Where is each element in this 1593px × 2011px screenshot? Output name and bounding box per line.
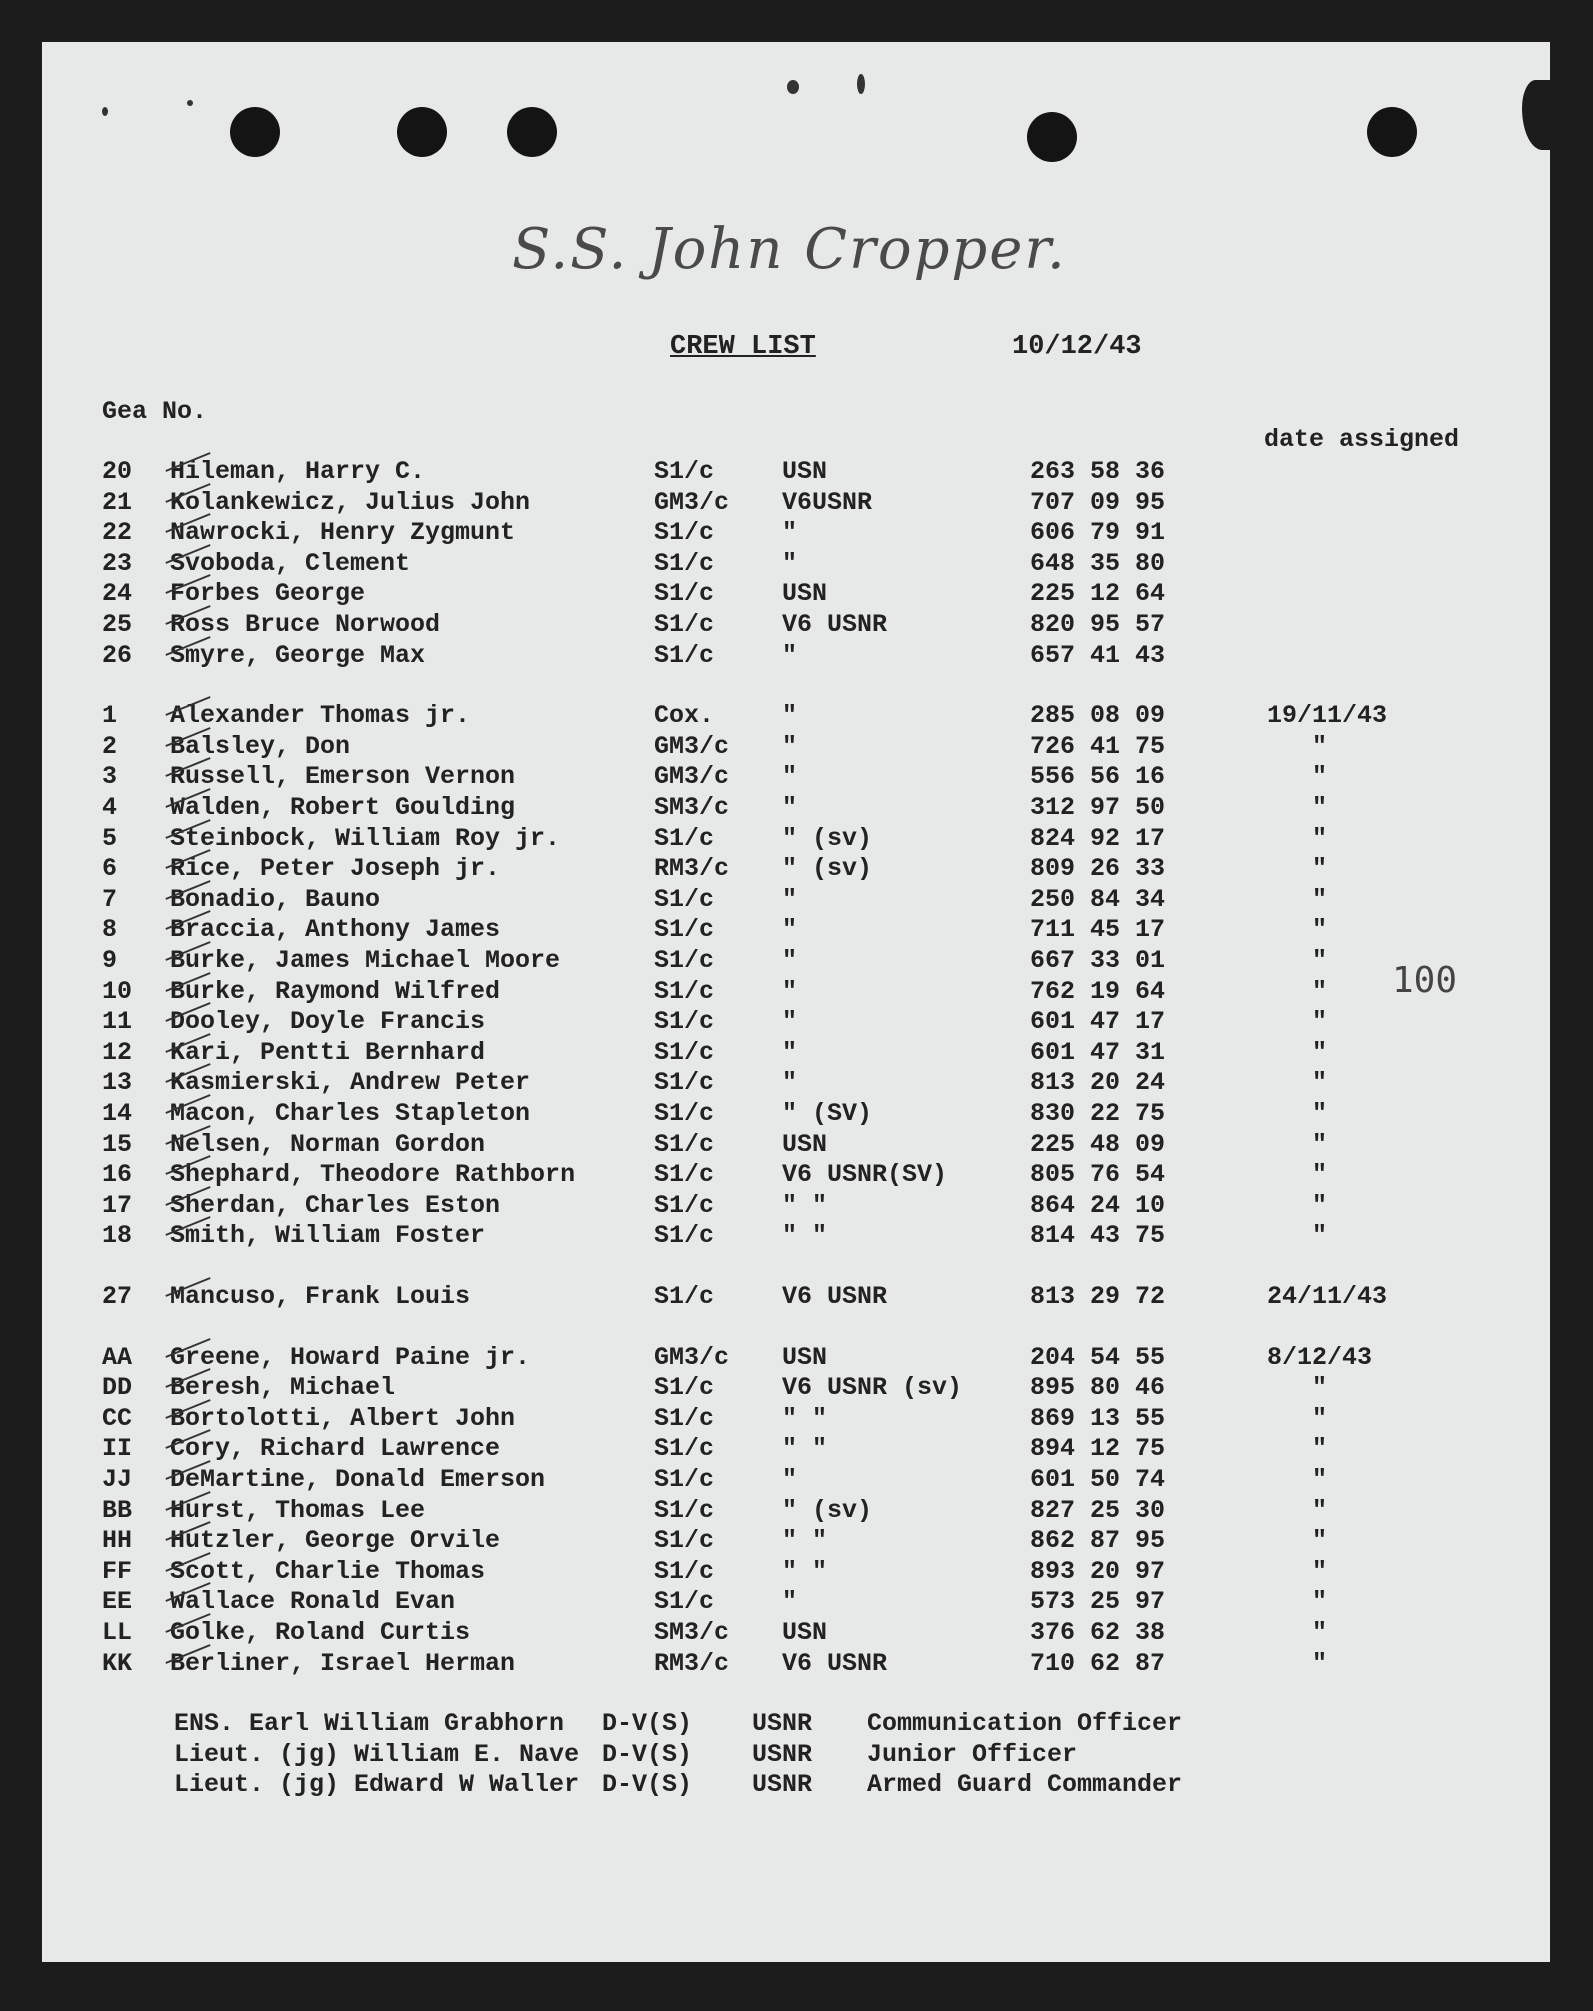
crew-number: LL xyxy=(102,1618,133,1647)
crew-name: Dooley, Doyle Francis xyxy=(170,1007,486,1037)
crew-date-assigned: " xyxy=(1312,1526,1328,1556)
crew-service: V6 USNR xyxy=(782,610,888,639)
crew-name: Bonadio, Bauno xyxy=(170,884,381,914)
margin-note: 100 xyxy=(1392,960,1458,1001)
crew-service: V6 USNR(SV) xyxy=(782,1160,948,1190)
crew-rate: S1/c xyxy=(654,1007,715,1037)
crew-service: " xyxy=(782,946,798,975)
crew-serial: 648 35 80 xyxy=(1030,548,1166,578)
crew-number: 25 xyxy=(102,610,133,639)
crew-number: 11 xyxy=(102,1007,133,1037)
crew-date-assigned: " xyxy=(1312,915,1328,945)
crew-service: " xyxy=(782,1068,798,1098)
crew-number: 7 xyxy=(102,884,118,914)
crew-rate: S1/c xyxy=(654,884,715,914)
crew-number: DD xyxy=(102,1373,133,1403)
crew-row xyxy=(42,1649,1550,1679)
crew-serial: 813 29 72 xyxy=(1030,1282,1166,1311)
crew-name: Sherdan, Charles Eston xyxy=(170,1190,501,1220)
officer-name: Lieut. (jg) Edward W Waller xyxy=(174,1770,580,1800)
punch-hole xyxy=(1367,107,1417,157)
crew-name: Braccia, Anthony James xyxy=(170,915,501,945)
crew-name: Wallace Ronald Evan xyxy=(170,1587,456,1617)
crew-service: " xyxy=(782,1037,798,1067)
crew-name: Bortolotti, Albert John xyxy=(170,1403,516,1433)
crew-date-assigned: " xyxy=(1312,946,1328,975)
crew-number: II xyxy=(102,1434,133,1464)
crew-number: 27 xyxy=(102,1282,133,1311)
column-header-date-assigned: date assigned xyxy=(1264,425,1460,454)
punch-hole xyxy=(1027,112,1077,162)
crew-rate: S1/c xyxy=(654,915,715,945)
crew-service: " xyxy=(782,976,798,1006)
crew-serial: 376 62 38 xyxy=(1030,1618,1166,1647)
crew-number: CC xyxy=(102,1403,133,1433)
crew-number: 13 xyxy=(102,1068,133,1098)
crew-rate: GM3/c xyxy=(654,1342,730,1372)
crew-service: USN xyxy=(782,1618,828,1647)
crew-rate: SM3/c xyxy=(654,1618,730,1647)
crew-service: " xyxy=(782,640,798,670)
crew-service: " (sv) xyxy=(782,823,873,853)
column-header-no: Gea No. xyxy=(102,397,208,426)
crew-serial: 805 76 54 xyxy=(1030,1160,1166,1190)
crew-name: Ross Bruce Norwood xyxy=(170,610,441,639)
crew-rate: S1/c xyxy=(654,1068,715,1098)
crew-serial: 894 12 75 xyxy=(1030,1434,1166,1464)
crew-row xyxy=(42,946,1550,976)
crew-number: 12 xyxy=(102,1037,133,1067)
crew-row xyxy=(42,762,1550,792)
crew-rate: S1/c xyxy=(654,823,715,853)
crew-date-assigned: " xyxy=(1312,1403,1328,1433)
crew-serial: 601 47 17 xyxy=(1030,1007,1166,1037)
crew-serial: 864 24 10 xyxy=(1030,1190,1166,1220)
list-date: 10/12/43 xyxy=(1012,332,1142,362)
crew-serial: 827 25 30 xyxy=(1030,1495,1166,1525)
crew-rate: S1/c xyxy=(654,610,715,639)
crew-service: " " xyxy=(782,1434,828,1464)
crew-serial: 762 19 64 xyxy=(1030,976,1166,1006)
crew-number: 1 xyxy=(102,701,118,731)
officer-role: Armed Guard Commander xyxy=(867,1770,1183,1800)
punch-hole xyxy=(507,107,557,157)
crew-rate: S1/c xyxy=(654,1373,715,1403)
crew-number: AA xyxy=(102,1342,133,1372)
crew-date-assigned: " xyxy=(1312,1221,1328,1251)
crew-name: Macon, Charles Stapleton xyxy=(170,1099,531,1128)
crew-rate: GM3/c xyxy=(654,487,730,517)
crew-row xyxy=(42,1068,1550,1098)
crew-number: 21 xyxy=(102,487,133,517)
crew-row xyxy=(42,824,1550,854)
crew-rate: S1/c xyxy=(654,1495,715,1525)
crew-number: 10 xyxy=(102,976,133,1006)
crew-name: Steinbock, William Roy jr. xyxy=(170,823,561,853)
crew-serial: 820 95 57 xyxy=(1030,610,1166,639)
crew-row xyxy=(42,1160,1550,1190)
crew-date-assigned: " xyxy=(1312,1434,1328,1464)
crew-service: " (SV) xyxy=(782,1099,873,1128)
crew-serial: 573 25 97 xyxy=(1030,1587,1166,1617)
crew-date-assigned: " xyxy=(1312,793,1328,822)
crew-rate: S1/c xyxy=(654,548,715,578)
crew-name: Russell, Emerson Vernon xyxy=(170,762,516,792)
crew-service: " xyxy=(782,1465,798,1494)
crew-service: " xyxy=(782,915,798,945)
crew-number: FF xyxy=(102,1556,133,1586)
crew-number: 18 xyxy=(102,1221,133,1251)
crew-name: Greene, Howard Paine jr. xyxy=(170,1342,531,1372)
handwritten-ship-name: S.S. John Cropper. xyxy=(512,217,1067,282)
crew-serial: 312 97 50 xyxy=(1030,793,1166,822)
crew-name: Beresh, Michael xyxy=(170,1373,396,1403)
crew-row xyxy=(42,1373,1550,1403)
crew-serial: 657 41 43 xyxy=(1030,640,1166,670)
crew-name: Scott, Charlie Thomas xyxy=(170,1556,486,1586)
crew-date-assigned: " xyxy=(1312,1007,1328,1037)
crew-service: " (sv) xyxy=(782,1495,873,1525)
crew-number: 26 xyxy=(102,640,133,670)
crew-service: " xyxy=(782,731,798,761)
crew-serial: 285 08 09 xyxy=(1030,701,1166,731)
page-title: CREW LIST xyxy=(670,332,816,362)
crew-date-assigned: " xyxy=(1312,1190,1328,1220)
crew-row xyxy=(42,1130,1550,1160)
crew-number: EE xyxy=(102,1587,133,1617)
crew-number: 17 xyxy=(102,1190,133,1220)
crew-service: " " xyxy=(782,1190,828,1220)
crew-name: Cory, Richard Lawrence xyxy=(170,1434,501,1464)
crew-rate: RM3/c xyxy=(654,854,730,884)
crew-name: Svoboda, Clement xyxy=(170,548,411,578)
crew-rate: Cox. xyxy=(654,701,715,731)
crew-date-assigned: " xyxy=(1312,1618,1328,1647)
crew-number: 24 xyxy=(102,579,133,609)
crew-name: Balsley, Don xyxy=(170,731,351,761)
crew-serial: 225 48 09 xyxy=(1030,1129,1166,1159)
crew-serial: 204 54 55 xyxy=(1030,1342,1166,1372)
crew-date-assigned: " xyxy=(1312,1099,1328,1128)
crew-service: " " xyxy=(782,1556,828,1586)
crew-row xyxy=(42,701,1550,731)
crew-number: 20 xyxy=(102,457,133,486)
crew-row xyxy=(42,1282,1550,1312)
crew-row xyxy=(42,1434,1550,1464)
crew-number: 23 xyxy=(102,548,133,578)
crew-service: " " xyxy=(782,1403,828,1433)
crew-rate: S1/c xyxy=(654,1099,715,1128)
crew-name: Smyre, George Max xyxy=(170,640,426,670)
officer-role: Communication Officer xyxy=(867,1709,1183,1739)
officer-service: USNR xyxy=(752,1709,813,1739)
crew-row xyxy=(42,1191,1550,1221)
officer-service: USNR xyxy=(752,1739,813,1769)
crew-number: 8 xyxy=(102,915,118,945)
crew-name: Kolankewicz, Julius John xyxy=(170,487,531,517)
crew-serial: 869 13 55 xyxy=(1030,1403,1166,1433)
crew-row xyxy=(42,1099,1550,1129)
crew-row xyxy=(42,549,1550,579)
crew-rate: S1/c xyxy=(654,1465,715,1494)
crew-name: Berliner, Israel Herman xyxy=(170,1648,516,1678)
crew-row xyxy=(42,1404,1550,1434)
crew-row xyxy=(42,610,1550,640)
crew-row xyxy=(42,1618,1550,1648)
crew-date-assigned: " xyxy=(1312,1587,1328,1617)
crew-rate: GM3/c xyxy=(654,731,730,761)
crew-row xyxy=(42,915,1550,945)
crew-rate: S1/c xyxy=(654,1190,715,1220)
crew-date-assigned: " xyxy=(1312,854,1328,884)
crew-serial: 556 56 16 xyxy=(1030,762,1166,792)
crew-date-assigned: 8/12/43 xyxy=(1267,1342,1373,1372)
crew-serial: 830 22 75 xyxy=(1030,1099,1166,1128)
punch-hole xyxy=(230,107,280,157)
torn-corner xyxy=(1522,80,1550,150)
crew-name: DeMartine, Donald Emerson xyxy=(170,1465,546,1494)
crew-serial: 893 20 97 xyxy=(1030,1556,1166,1586)
crew-service: USN xyxy=(782,1129,828,1159)
crew-rate: S1/c xyxy=(654,1160,715,1190)
crew-rate: SM3/c xyxy=(654,793,730,822)
crew-date-assigned: " xyxy=(1312,1556,1328,1586)
crew-name: Mancuso, Frank Louis xyxy=(170,1282,471,1311)
crew-service: " xyxy=(782,518,798,548)
crew-name: Hileman, Harry C. xyxy=(170,457,426,486)
crew-name: Walden, Robert Goulding xyxy=(170,793,516,822)
crew-name: Nelsen, Norman Gordon xyxy=(170,1129,486,1159)
crew-service: USN xyxy=(782,1342,828,1372)
crew-rate: S1/c xyxy=(654,1526,715,1556)
crew-service: " xyxy=(782,793,798,822)
crew-rate: S1/c xyxy=(654,1556,715,1586)
crew-service: V6 USNR xyxy=(782,1648,888,1678)
crew-row xyxy=(42,1496,1550,1526)
document-page xyxy=(42,42,1550,1962)
crew-rate: RM3/c xyxy=(654,1648,730,1678)
speck xyxy=(102,107,108,116)
crew-name: Kasmierski, Andrew Peter xyxy=(170,1068,531,1098)
crew-row xyxy=(42,1587,1550,1617)
crew-number: 2 xyxy=(102,731,118,761)
crew-row xyxy=(42,885,1550,915)
crew-service: " xyxy=(782,548,798,578)
crew-row xyxy=(42,1007,1550,1037)
crew-number: 22 xyxy=(102,518,133,548)
crew-date-assigned: 24/11/43 xyxy=(1267,1282,1388,1311)
crew-row xyxy=(42,457,1550,487)
crew-row xyxy=(42,854,1550,884)
crew-service: " xyxy=(782,1587,798,1617)
crew-row xyxy=(42,518,1550,548)
crew-name: Forbes George xyxy=(170,579,366,609)
crew-service: USN xyxy=(782,579,828,609)
crew-serial: 606 79 91 xyxy=(1030,518,1166,548)
crew-service: " xyxy=(782,884,798,914)
crew-number: 15 xyxy=(102,1129,133,1159)
crew-rate: S1/c xyxy=(654,976,715,1006)
crew-number: 9 xyxy=(102,946,118,975)
crew-name: Burke, Raymond Wilfred xyxy=(170,976,501,1006)
crew-number: 6 xyxy=(102,854,118,884)
crew-date-assigned: " xyxy=(1312,884,1328,914)
officer-name: ENS. Earl William Grabhorn xyxy=(174,1709,565,1739)
crew-row xyxy=(42,641,1550,671)
crew-date-assigned: " xyxy=(1312,1373,1328,1403)
crew-rate: S1/c xyxy=(654,1403,715,1433)
crew-row xyxy=(42,1557,1550,1587)
crew-rate: S1/c xyxy=(654,579,715,609)
crew-service: " xyxy=(782,762,798,792)
speck xyxy=(787,80,799,94)
officer-class: D-V(S) xyxy=(602,1770,693,1800)
crew-number: 14 xyxy=(102,1099,133,1128)
crew-name: Hurst, Thomas Lee xyxy=(170,1495,426,1525)
crew-serial: 813 20 24 xyxy=(1030,1068,1166,1098)
crew-name: Smith, William Foster xyxy=(170,1221,486,1251)
crew-name: Kari, Pentti Bernhard xyxy=(170,1037,486,1067)
officer-name: Lieut. (jg) William E. Nave xyxy=(174,1739,580,1769)
crew-row xyxy=(42,1038,1550,1068)
crew-rate: GM3/c xyxy=(654,762,730,792)
crew-row xyxy=(42,732,1550,762)
crew-rate: S1/c xyxy=(654,1221,715,1251)
crew-rate: S1/c xyxy=(654,640,715,670)
crew-date-assigned: " xyxy=(1312,1495,1328,1525)
crew-serial: 862 87 95 xyxy=(1030,1526,1166,1556)
speck xyxy=(187,100,193,106)
crew-serial: 726 41 75 xyxy=(1030,731,1166,761)
officer-class: D-V(S) xyxy=(602,1709,693,1739)
officer-service: USNR xyxy=(752,1770,813,1800)
punch-hole xyxy=(397,107,447,157)
officer-class: D-V(S) xyxy=(602,1739,693,1769)
crew-date-assigned: " xyxy=(1312,1648,1328,1678)
crew-rate: S1/c xyxy=(654,1434,715,1464)
crew-serial: 711 45 17 xyxy=(1030,915,1166,945)
crew-service: " xyxy=(782,701,798,731)
crew-number: BB xyxy=(102,1495,133,1525)
crew-serial: 667 33 01 xyxy=(1030,946,1166,975)
crew-service: " xyxy=(782,1007,798,1037)
crew-service: USN xyxy=(782,457,828,486)
crew-service: V6USNR xyxy=(782,487,873,517)
crew-serial: 809 26 33 xyxy=(1030,854,1166,884)
crew-rate: S1/c xyxy=(654,1587,715,1617)
crew-serial: 895 80 46 xyxy=(1030,1373,1166,1403)
crew-service: V6 USNR (sv) xyxy=(782,1373,963,1403)
crew-serial: 263 58 36 xyxy=(1030,457,1166,486)
crew-number: KK xyxy=(102,1648,133,1678)
crew-number: 5 xyxy=(102,823,118,853)
crew-row xyxy=(42,1526,1550,1556)
crew-date-assigned: " xyxy=(1312,1037,1328,1067)
crew-serial: 601 50 74 xyxy=(1030,1465,1166,1494)
crew-row xyxy=(42,1221,1550,1251)
crew-name: Nawrocki, Henry Zygmunt xyxy=(170,518,516,548)
crew-serial: 824 92 17 xyxy=(1030,823,1166,853)
speck xyxy=(857,74,865,94)
crew-name: Shephard, Theodore Rathborn xyxy=(170,1160,576,1190)
crew-row xyxy=(42,793,1550,823)
crew-serial: 707 09 95 xyxy=(1030,487,1166,517)
crew-number: 4 xyxy=(102,793,118,822)
crew-name: Rice, Peter Joseph jr. xyxy=(170,854,501,884)
crew-number: JJ xyxy=(102,1465,133,1494)
crew-serial: 250 84 34 xyxy=(1030,884,1166,914)
crew-name: Alexander Thomas jr. xyxy=(170,701,471,731)
crew-row xyxy=(42,1465,1550,1495)
crew-date-assigned: " xyxy=(1312,762,1328,792)
crew-date-assigned: " xyxy=(1312,976,1328,1006)
crew-serial: 225 12 64 xyxy=(1030,579,1166,609)
crew-serial: 710 62 87 xyxy=(1030,1648,1166,1678)
crew-date-assigned: " xyxy=(1312,1160,1328,1190)
crew-number: 16 xyxy=(102,1160,133,1190)
crew-date-assigned: " xyxy=(1312,1129,1328,1159)
crew-date-assigned: 19/11/43 xyxy=(1267,701,1388,731)
crew-row xyxy=(42,488,1550,518)
crew-service: " (sv) xyxy=(782,854,873,884)
crew-service: " " xyxy=(782,1526,828,1556)
crew-date-assigned: " xyxy=(1312,823,1328,853)
crew-serial: 601 47 31 xyxy=(1030,1037,1166,1067)
crew-row xyxy=(42,579,1550,609)
crew-row xyxy=(42,977,1550,1007)
crew-rate: S1/c xyxy=(654,1282,715,1311)
crew-row xyxy=(42,1343,1550,1373)
crew-date-assigned: " xyxy=(1312,731,1328,761)
crew-service: V6 USNR xyxy=(782,1282,888,1311)
officer-role: Junior Officer xyxy=(867,1739,1078,1769)
crew-serial: 814 43 75 xyxy=(1030,1221,1166,1251)
crew-rate: S1/c xyxy=(654,1129,715,1159)
crew-number: HH xyxy=(102,1526,133,1556)
crew-name: Burke, James Michael Moore xyxy=(170,946,561,975)
crew-date-assigned: " xyxy=(1312,1068,1328,1098)
crew-rate: S1/c xyxy=(654,1037,715,1067)
crew-service: " " xyxy=(782,1221,828,1251)
crew-rate: S1/c xyxy=(654,457,715,486)
crew-name: Golke, Roland Curtis xyxy=(170,1618,471,1647)
crew-number: 3 xyxy=(102,762,118,792)
crew-rate: S1/c xyxy=(654,518,715,548)
crew-rate: S1/c xyxy=(654,946,715,975)
crew-date-assigned: " xyxy=(1312,1465,1328,1494)
crew-name: Hutzler, George Orvile xyxy=(170,1526,501,1556)
